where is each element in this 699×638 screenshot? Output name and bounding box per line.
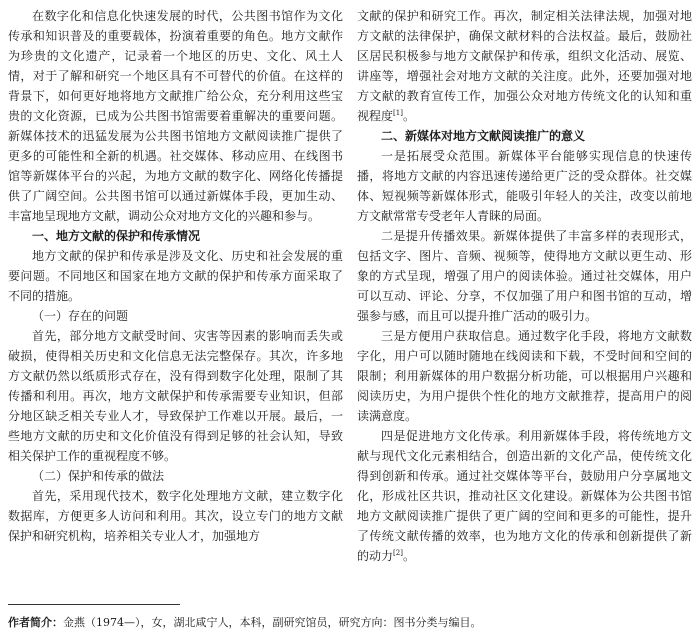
practices-paragraph: 首先，采用现代技术，数字化处理地方文献，建立数字化数据库，方便更多人访问和利用。其次，设立专门的地方文献保护和研究机构，培养相关专业人才，加强地方 — [8, 489, 343, 543]
continued-text: 文献的保护和研究工作。再次，制定相关法律法规，加强对地方文献的法律保护，确保文献材料的合法权益。最后，鼓励社区居民积极参与地方文献保护和传承，组织文化活动、展览、讲座等，增强社会对地方文献的关注度。此外，还要加强对地方文献的教育宣传工作，加强公众对地方传统文化的认知和重视程度 — [357, 9, 692, 123]
section-heading-preservation: 一、地方文献的保护和传承情况 — [32, 229, 201, 243]
heritage-text: 四是促进地方文化传承。利用新媒体手段，将传统地方文献与现代文化元素相结合，创造出新的文化产品，使传统文化得到创新和传承。通过社交媒体等平台，鼓励用户分享属地文化，形成社区共识，推动社区文化建设。新媒体为公共图书馆地方文献阅读推广提供了更广阔的空间和更多的可能性，提升了传统文献传播的效率，也为地方文化的传承和创新提供了新的动力 — [357, 429, 692, 563]
point-access-paragraph: 三是方便用户获取信息。通过数字化手段，将地方文献数字化，用户可以随时随地在线阅读和下载，不受时间和空间的限制；利用新媒体的用户数据分析功能，可以根据用户兴趣和阅读历史，为用户提供个性化的地方文献推荐，提高用户的阅读满意度。 — [357, 329, 692, 423]
section-intro-paragraph: 地方文献的保护和传承是涉及文化、历史和社会发展的重要问题。不同地区和国家在地方文献的保护和传承方面采取了不同的措施。 — [8, 249, 343, 303]
reference-2: [2] — [393, 549, 403, 557]
footnote-separator — [8, 604, 180, 605]
reference-1: [1] — [393, 109, 403, 117]
section-heading-new-media: 二、新媒体对地方文献阅读推广的意义 — [381, 129, 586, 143]
point-heritage-paragraph — [357, 426, 692, 566]
right-column — [357, 6, 692, 566]
left-column — [8, 6, 343, 546]
continued-end: 。 — [402, 109, 415, 123]
subheading-practices: （二）保护和传承的做法 — [32, 469, 165, 483]
subheading-problems: （一）存在的问题 — [32, 309, 129, 323]
problems-paragraph: 首先，部分地方文献受时间、灾害等因素的影响而丢失或破损，使得相关历史和文化信息无法完整保存。其次，许多地方文献仍然以纸质形式存在，没有得到数字化处理，限制了其传播和利用。再次，地方文献保护和传承需要专业知识，但部分地区缺乏相关专业人才，导致保护工作难以开展。最后，一些地方文献的历史和文化价值没有得到足够的社会认知，导致相关保护工作的重视程度不够。 — [8, 329, 343, 463]
point-audience-paragraph: 一是拓展受众范围。新媒体平台能够实现信息的快速传播，将地方文献的内容迅速传递给更广泛的受众群体。社交媒体、短视频等新媒体形式，能吸引年轻人的关注，改变以前地方文献常常专受老年人青睐的局面。 — [357, 149, 692, 223]
author-footnote — [8, 615, 692, 631]
footnote-text: 金燕（1974—），女，湖北咸宁人，本科，副研究馆员，研究方向：图书分类与编目。 — [63, 616, 482, 629]
intro-paragraph: 在数字化和信息化快速发展的时代，公共图书馆作为文化传承和知识普及的重要载体，扮演着重要的角色。地方文献作为珍贵的文化遗产，记录着一个地区的历史、文化、风土人情，对于了解和研究一个地区具有不可替代的价值。在这样的背景下，如何更好地将地方文献推广给公众，充分利用这些宝贵的文化资源，已成为公共图书馆需要着重解决的重要问题。新媒体技术的迅猛发展为公共图书馆地方文献阅读推广提供了更多的可能性和全新的机遇。社交媒体、移动应用、在线图书馆等新媒体平台的兴起，为地方文献的数字化、网络化传播提供了广阔空间。公共图书馆可以通过新媒体手段，更加生动、丰富地呈现地方文献，调动公众对地方文化的兴趣和参与。 — [8, 9, 343, 223]
point-effect-paragraph: 二是提升传播效果。新媒体提供了丰富多样的表现形式，包括文字、图片、音频、视频等，使得地方文献以更生动、形象的方式呈现，增强了用户的阅读体验。通过社交媒体，用户可以互动、评论、分享，不仅加强了用户和图书馆的互动，增强参与感，而且可以提升推广活动的吸引力。 — [357, 229, 692, 323]
heritage-end: 。 — [402, 549, 415, 563]
continued-paragraph — [357, 6, 692, 126]
footnote-label: 作者简介： — [8, 616, 63, 629]
